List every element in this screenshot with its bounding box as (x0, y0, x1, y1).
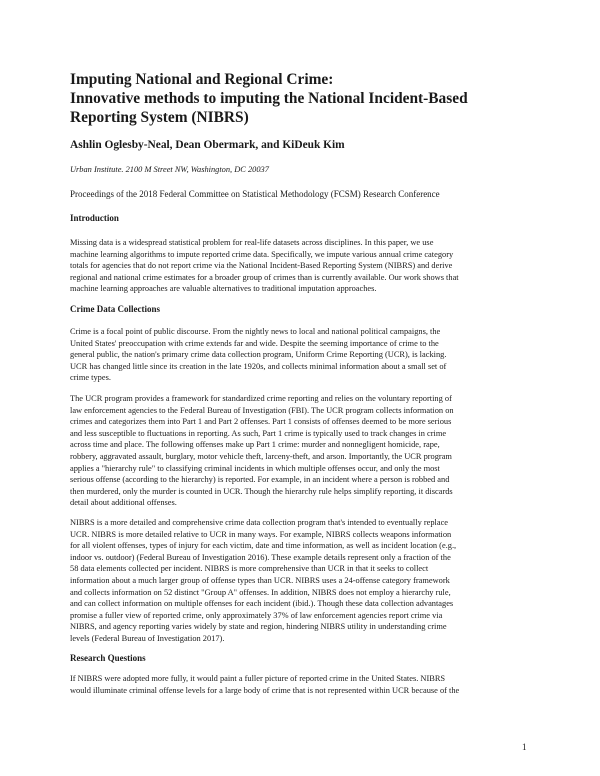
text-line: UCR has changed little since its creation in the late 1920s, and collects minimal information about a small set of (70, 361, 447, 371)
paragraph-crime-data-2 (70, 393, 530, 509)
text-line: across time and place. The following offenses make up Part 1 crime: murder and nonnegligent homicide, rape, (70, 440, 440, 450)
affiliation: Urban Institute. 2100 M Street NW, Washington, DC 20037 (70, 165, 269, 174)
paragraph-research-questions (70, 673, 530, 696)
text-line: crime types. (70, 373, 111, 383)
text-line: NIBRS is a more detailed and comprehensive crime data collection program that's intended to eventually replace (70, 518, 449, 527)
text-line: serious offense (according to the hierarchy) is reported. For example, in an incident where a person is robbed and (70, 475, 450, 485)
text-line: applies a "hierarchy rule" to classifying criminal incidents in which multiple offenses occur, and only the most (70, 463, 440, 473)
page-number: 1 (522, 742, 527, 752)
heading-crime-data-collections: Crime Data Collections (70, 304, 160, 314)
text-line: then murdered, only the murder is counted in UCR. Though the hierarchy rule helps simplify reporting, it discards (70, 486, 453, 496)
text-line: 58 data elements collected per incident. NIBRS is more comprehensive than UCR in that it seeks to collect (70, 564, 429, 574)
text-line: indoor vs. outdoor) (Federal Bureau of Investigation 2016). These example details represent only a fraction of the (70, 552, 451, 562)
heading-introduction: Introduction (70, 213, 119, 223)
text-line: information about a much larger group of offense types than UCR. NIBRS uses a 24-offense category framework (70, 575, 450, 585)
text-line: levels (Federal Bureau of Investigation 2017). (70, 633, 225, 643)
text-line: Missing data is a widespread statistical problem for real-life datasets across disciplines. In this paper, we use (70, 238, 434, 247)
text-line: The UCR program provides a framework for standardized crime reporting and relies on the voluntary reporting of (70, 394, 452, 403)
text-line: machine learning approaches are valuable alternatives to traditional imputation approaches. (70, 284, 377, 294)
text-line: law enforcement agencies to the Federal Bureau of Investigation (FBI). The UCR program collects information on (70, 405, 454, 415)
title-line: Innovative methods to imputing the National Incident-Based (70, 90, 468, 107)
text-line: machine learning algorithms to impute reported crime data. Specifically, we impute various annual crime category (70, 249, 454, 259)
heading-research-questions: Research Questions (70, 653, 146, 663)
text-line: would illuminate criminal offense levels for a large body of crime that is not represented within UCR because of the (70, 685, 460, 695)
text-line: general public, the nation's primary crime data collection program, Uniform Crime Reporting (UCR), is lacking. (70, 350, 447, 360)
text-line: robbery, aggravated assault, burglary, motor vehicle theft, larceny-theft, and arson. Importantly, the UCR program (70, 451, 452, 461)
text-line: regional and national crime estimates for a broader group of crimes than is currently available. Our work shows that (70, 272, 459, 282)
paragraph-crime-data-1 (70, 326, 530, 384)
text-line: promise a fuller view of reported crime, only approximately 37% of law enforcement agencies report crime via (70, 610, 443, 620)
text-line: detail about additional offenses. (70, 498, 177, 508)
title-line: Imputing National and Regional Crime: (70, 71, 334, 88)
text-line: totals for agencies that do not report crime via the National Incident-Based Reporting System (NIBRS) and derive (70, 261, 453, 271)
text-line: and can collect information on multiple offenses for each incident (ibid.). Though these data collection advantages (70, 599, 454, 609)
text-line: Crime is a focal point of public discourse. From the nightly news to local and national political campaigns, the (70, 327, 441, 336)
text-line: crimes and categorizes them into Part 1 and Part 2 offenses. Part 1 consists of offenses deemed to be more serious (70, 417, 452, 427)
authors: Ashlin Oglesby-Neal, Dean Obermark, and KiDeuk Kim (70, 139, 345, 151)
proceedings-line: Proceedings of the 2018 Federal Committee on Statistical Methodology (FCSM) Research Conference (70, 189, 440, 199)
text-line: If NIBRS were adopted more fully, it would paint a fuller picture of reported crime in the United States. NIBRS (70, 674, 446, 683)
title-line: Reporting System (NIBRS) (70, 109, 249, 126)
paragraph-crime-data-3 (70, 517, 530, 645)
text-line: and collects information on 52 distinct "Group A" offenses. In addition, NIBRS does not employ a hierarchy rule, (70, 587, 451, 597)
text-line: UCR. NIBRS is more detailed relative to UCR in many ways. For example, NIBRS collects weapons information (70, 529, 452, 539)
text-line: United States' preoccupation with crime extends far and wide. Despite the seeming importance of crime to the (70, 338, 439, 348)
paper-title (70, 70, 540, 127)
text-line: for all violent offenses, types of injury for each victim, date and time information, as well as incident location (e.g., (70, 541, 457, 551)
text-line: NIBRS, and agency reporting varies widely by state and region, hindering NIBRS utility in understanding crime (70, 622, 447, 632)
text-line: and less susceptible to fluctuations in reporting. As such, Part 1 crime is typically used to track changes in crime (70, 428, 447, 438)
paragraph-introduction (70, 237, 530, 295)
